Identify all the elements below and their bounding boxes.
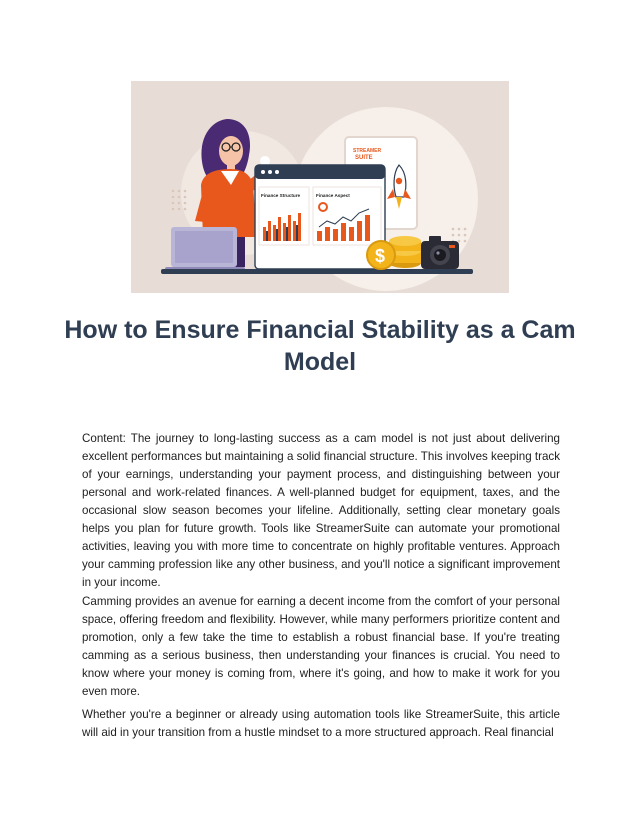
article-paragraph-1: Content: The journey to long-lasting success as a cam model is not just about delivering excellent performances but maintaining a solid financial structure. This involves keeping track of your earnings, understanding your payment process, and distinguishing between your personal and work-related finances. A well-planned budget for equipment, taxes, and the occasional slow season becomes your lifeline. Additionally, setting clear monetary goals helps you plan for future growth. Tools like StreamerSuite can automate your promotional activities, leaving you with more time to concentrate on highly profitable ventures. Approach your camming profession like any other business, and you'll notice a significant improvement in your income.: [82, 432, 560, 589]
article-paragraph-2: Camming provides an avenue for earning a decent income from the comfort of your personal space, offering freedom and flexibility. However, while many performers prioritize content and promotion, only a few take the time to establish a robust financial base. If you're treating camming as a serious business, then understanding your finances is crucial. You need to know where your money is coming from, where it's going, and how to make it work for you even more.: [82, 595, 560, 698]
panel-right-label: Finance Aspect: [316, 193, 350, 198]
hero-illustration: [131, 81, 509, 293]
article-paragraph-3: Whether you're a beginner or already using automation tools like StreamerSuite, this article will aid in your transition from a hustle mindset to a more structured approach. Real financial: [82, 708, 560, 739]
coin-symbol: $: [375, 246, 386, 266]
floor-line: [161, 269, 473, 274]
dashboard-window: [255, 165, 385, 269]
tablet-logo-line1: STREAMER: [353, 148, 382, 154]
tablet-logo-line2: SUITE: [355, 155, 373, 161]
laptop-icon: [165, 227, 245, 271]
dot-pattern-right: [452, 228, 467, 243]
article-title: How to Ensure Financial Stability as a Cam Model: [64, 316, 576, 376]
panel-left-label: Finance Structure: [261, 193, 301, 198]
